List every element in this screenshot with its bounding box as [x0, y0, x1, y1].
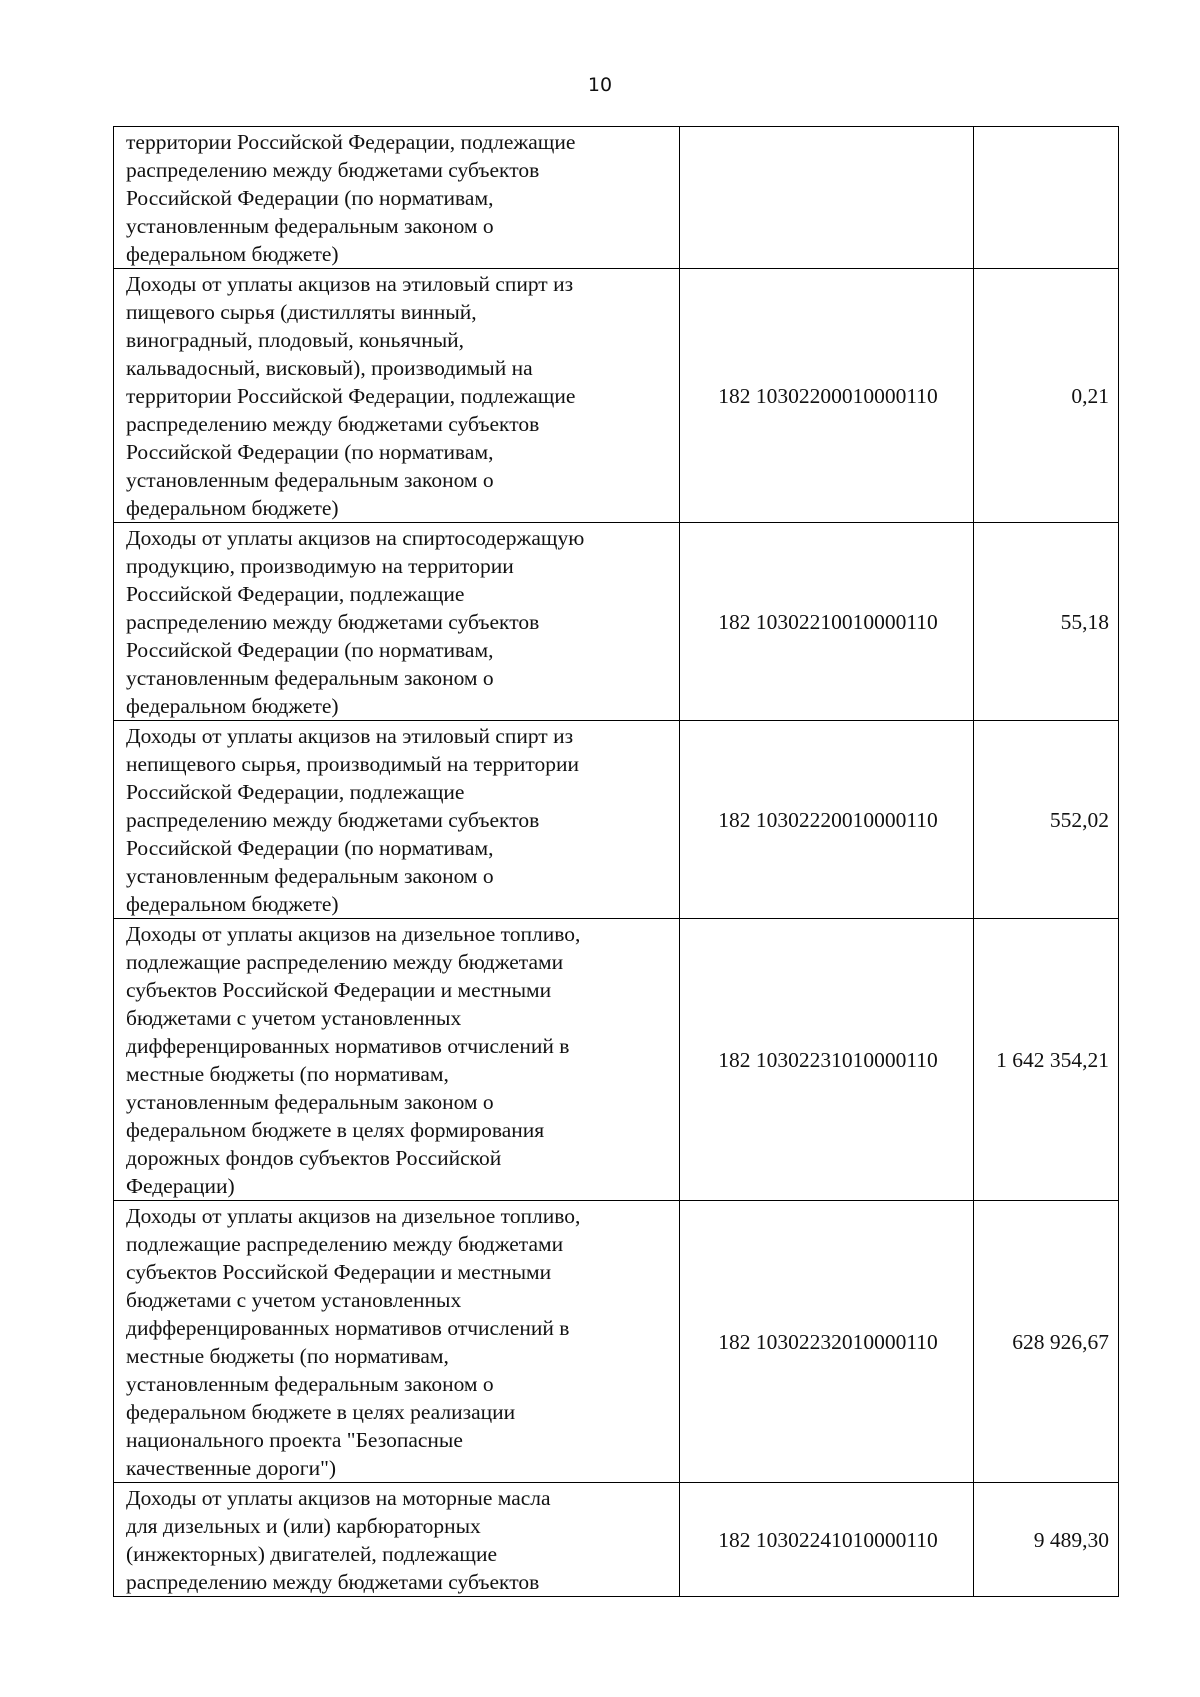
- amount-cell: 628 926,67: [974, 1201, 1119, 1483]
- amount-cell: 0,21: [974, 269, 1119, 523]
- description-line: Российской Федерации (по нормативам,: [126, 836, 494, 860]
- budget-revenue-table: [113, 126, 1119, 1597]
- description-line: Доходы от уплаты акцизов на моторные масла: [126, 1486, 551, 1510]
- table-row: [114, 269, 1119, 523]
- table-row: [114, 1201, 1119, 1483]
- description-cell: [114, 269, 680, 523]
- description-line: для дизельных и (или) карбюраторных: [126, 1514, 481, 1538]
- description-line: Доходы от уплаты акцизов на дизельное топливо,: [126, 1204, 581, 1228]
- code-cell: 182 10302220010000110: [680, 721, 974, 919]
- amount-cell: 55,18: [974, 523, 1119, 721]
- description-line: (инжекторных) двигателей, подлежащие: [126, 1542, 498, 1566]
- description-line: распределению между бюджетами субъектов: [126, 610, 540, 634]
- description-line: Российской Федерации (по нормативам,: [126, 440, 494, 464]
- description-line: Российской Федерации (по нормативам,: [126, 638, 494, 662]
- amount-cell: 552,02: [974, 721, 1119, 919]
- description-line: непищевого сырья, производимый на территории: [126, 752, 580, 776]
- table-row: [114, 127, 1119, 269]
- description-line: Российской Федерации, подлежащие: [126, 582, 465, 606]
- description-cell: [114, 1483, 680, 1597]
- amount-cell: 9 489,30: [974, 1483, 1119, 1597]
- description-line: Российской Федерации (по нормативам,: [126, 186, 494, 210]
- description-line: установленным федеральным законом о: [126, 1090, 494, 1114]
- description-line: пищевого сырья (дистилляты винный,: [126, 300, 477, 324]
- description-line: Доходы от уплаты акцизов на этиловый спирт из: [126, 272, 574, 296]
- description-line: виноградный, плодовый, коньячный,: [126, 328, 465, 352]
- description-cell: [114, 919, 680, 1201]
- table-row: [114, 919, 1119, 1201]
- amount-cell: [974, 127, 1119, 269]
- description-line: территории Российской Федерации, подлежащие: [126, 384, 576, 408]
- description-line: дорожных фондов субъектов Российской: [126, 1146, 502, 1170]
- description-line: распределению между бюджетами субъектов: [126, 158, 540, 182]
- description-line: дифференцированных нормативов отчислений в: [126, 1316, 570, 1340]
- description-line: установленным федеральным законом о: [126, 468, 494, 492]
- description-cell: [114, 1201, 680, 1483]
- description-line: бюджетами с учетом установленных: [126, 1006, 462, 1030]
- description-line: федеральном бюджете): [126, 496, 339, 520]
- description-line: федеральном бюджете): [126, 892, 339, 916]
- description-line: национального проекта "Безопасные: [126, 1428, 463, 1452]
- description-cell: [114, 523, 680, 721]
- description-line: кальвадосный, висковый), производимый на: [126, 356, 533, 380]
- description-line: дифференцированных нормативов отчислений в: [126, 1034, 570, 1058]
- table-row: [114, 1483, 1119, 1597]
- description-line: распределению между бюджетами субъектов: [126, 412, 540, 436]
- description-line: Доходы от уплаты акцизов на спиртосодержащую: [126, 526, 585, 550]
- description-line: бюджетами с учетом установленных: [126, 1288, 462, 1312]
- table-row: [114, 523, 1119, 721]
- description-line: местные бюджеты (по нормативам,: [126, 1062, 449, 1086]
- description-line: установленным федеральным законом о: [126, 1372, 494, 1396]
- description-line: Доходы от уплаты акцизов на дизельное топливо,: [126, 922, 581, 946]
- description-cell: [114, 127, 680, 269]
- description-line: федеральном бюджете в целях формирования: [126, 1118, 545, 1142]
- description-line: продукцию, производимую на территории: [126, 554, 514, 578]
- description-line: Российской Федерации, подлежащие: [126, 780, 465, 804]
- description-line: качественные дороги"): [126, 1456, 337, 1480]
- description-line: распределению между бюджетами субъектов: [126, 808, 540, 832]
- description-line: подлежащие распределению между бюджетами: [126, 950, 564, 974]
- description-line: федеральном бюджете): [126, 694, 339, 718]
- description-line: федеральном бюджете): [126, 242, 339, 266]
- description-line: подлежащие распределению между бюджетами: [126, 1232, 564, 1256]
- description-cell: [114, 721, 680, 919]
- code-cell: 182 10302232010000110: [680, 1201, 974, 1483]
- description-line: установленным федеральным законом о: [126, 666, 494, 690]
- code-cell: 182 10302200010000110: [680, 269, 974, 523]
- description-line: субъектов Российской Федерации и местными: [126, 978, 552, 1002]
- code-cell: 182 10302231010000110: [680, 919, 974, 1201]
- description-line: Федерации): [126, 1174, 235, 1198]
- code-cell: [680, 127, 974, 269]
- description-line: субъектов Российской Федерации и местными: [126, 1260, 552, 1284]
- code-cell: 182 10302241010000110: [680, 1483, 974, 1597]
- description-line: установленным федеральным законом о: [126, 214, 494, 238]
- page-number: 10: [587, 74, 613, 96]
- description-line: установленным федеральным законом о: [126, 864, 494, 888]
- amount-cell: 1 642 354,21: [974, 919, 1119, 1201]
- description-line: местные бюджеты (по нормативам,: [126, 1344, 449, 1368]
- description-line: федеральном бюджете в целях реализации: [126, 1400, 516, 1424]
- description-line: Доходы от уплаты акцизов на этиловый спирт из: [126, 724, 574, 748]
- description-line: распределению между бюджетами субъектов: [126, 1570, 540, 1594]
- code-cell: 182 10302210010000110: [680, 523, 974, 721]
- table-row: [114, 721, 1119, 919]
- description-line: территории Российской Федерации, подлежащие: [126, 130, 576, 154]
